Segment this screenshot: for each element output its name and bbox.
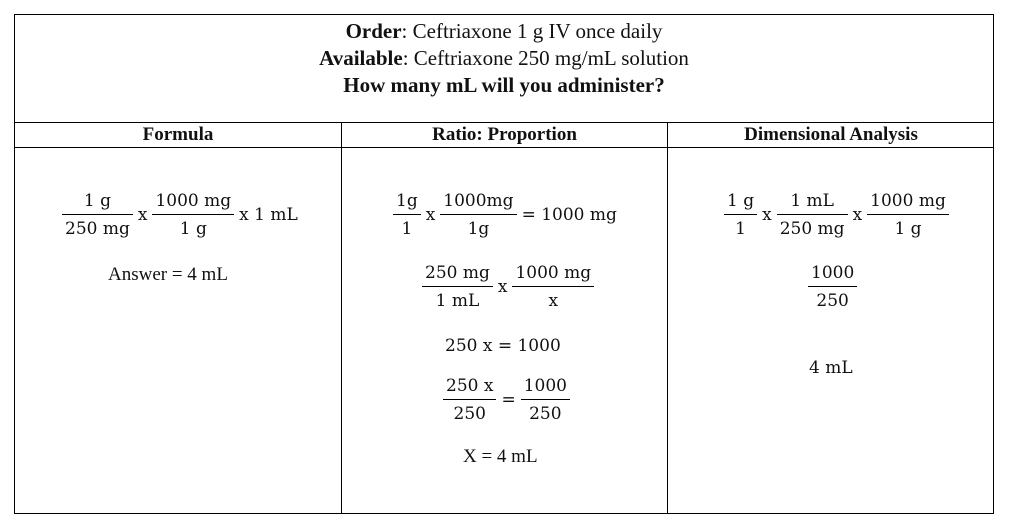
fraction-denominator: 250 mg xyxy=(779,219,845,239)
fraction-denominator: 250 mg xyxy=(65,219,130,239)
order-label: Order xyxy=(345,19,402,43)
available-text: : Ceftriaxone 250 mg/mL solution xyxy=(402,46,689,70)
fraction-numerator: 1000 xyxy=(521,375,570,400)
column-divider-1 xyxy=(341,122,342,513)
question-line xyxy=(15,72,993,99)
ratio-fraction-5 xyxy=(443,375,496,425)
ratio-fraction-1 xyxy=(393,190,421,240)
column-heading-dimensional: Dimensional Analysis xyxy=(744,124,918,145)
ratio-line-1 xyxy=(390,190,619,240)
fraction-numerator: 1 g xyxy=(62,190,133,215)
ratio-result-1: = 1000 mg xyxy=(521,205,617,225)
column-heading-formula: Formula xyxy=(142,124,214,145)
multiply-sign: x xyxy=(425,205,436,225)
fraction-numerator: 1000mg xyxy=(440,190,516,215)
formula-fraction-1 xyxy=(62,190,133,240)
dimensional-equation xyxy=(721,190,952,240)
dimensional-fraction-4 xyxy=(808,262,857,312)
formula-tail: x 1 mL xyxy=(239,205,298,225)
fraction-denominator: 1 g xyxy=(894,219,922,239)
dimensional-fraction-2 xyxy=(777,190,848,240)
column-divider-2 xyxy=(667,122,668,513)
ratio-fraction-3 xyxy=(422,262,493,312)
fraction-denominator: 1 xyxy=(401,219,413,239)
fraction-denominator: 250 xyxy=(529,404,562,424)
multiply-sign: x xyxy=(762,205,772,225)
fraction-numerator: 1000 mg xyxy=(867,190,949,215)
ratio-fraction-4 xyxy=(512,262,594,312)
available-line xyxy=(15,45,993,72)
problem-statement xyxy=(15,15,993,122)
order-text: : Ceftriaxone 1 g IV once daily xyxy=(401,19,663,43)
fraction-denominator: 1 g xyxy=(179,219,207,239)
fraction-numerator: 1 g xyxy=(724,190,757,215)
fraction-denominator: 1 xyxy=(735,219,746,239)
formula-fraction-2 xyxy=(152,190,234,240)
fraction-numerator: 1 mL xyxy=(777,190,848,215)
fraction-denominator: 1g xyxy=(467,219,490,239)
multiply-sign: x xyxy=(497,277,508,297)
multiply-sign: x xyxy=(852,205,863,225)
fraction-numerator: 250 x xyxy=(443,375,496,400)
fraction-numerator: 250 mg xyxy=(422,262,493,287)
fraction-denominator: 250 xyxy=(816,291,849,311)
ratio-fraction-2 xyxy=(440,190,516,240)
fraction-numerator: 1000 mg xyxy=(152,190,234,215)
multiply-sign: x xyxy=(137,205,148,225)
ratio-line-3: 250 x = 1000 xyxy=(445,336,561,356)
ratio-fraction-6 xyxy=(521,375,570,425)
dimensional-answer: 4 mL xyxy=(809,358,853,378)
fraction-denominator: 1 mL xyxy=(435,291,480,311)
fraction-denominator: x xyxy=(548,291,559,311)
column-heading-ratio: Ratio: Proportion xyxy=(432,124,577,145)
question-text: How many mL will you administer? xyxy=(343,73,665,97)
dimensional-fraction-3 xyxy=(867,190,949,240)
equals-sign: = xyxy=(501,390,516,410)
dosage-calculation-table xyxy=(14,14,994,514)
ratio-answer: X = 4 mL xyxy=(463,446,538,467)
dimensional-fraction-1 xyxy=(724,190,757,240)
formula-answer: Answer = 4 mL xyxy=(108,264,228,285)
order-line xyxy=(15,18,993,45)
available-label: Available xyxy=(319,46,403,70)
header-divider-bottom xyxy=(15,147,993,148)
ratio-line-4 xyxy=(440,375,573,425)
fraction-numerator: 1000 xyxy=(808,262,857,287)
ratio-line-2 xyxy=(419,262,597,312)
fraction-numerator: 1g xyxy=(393,190,421,215)
formula-equation xyxy=(59,190,300,240)
fraction-numerator: 1000 mg xyxy=(512,262,594,287)
dimensional-line-2 xyxy=(805,262,860,312)
fraction-denominator: 250 xyxy=(453,404,486,424)
